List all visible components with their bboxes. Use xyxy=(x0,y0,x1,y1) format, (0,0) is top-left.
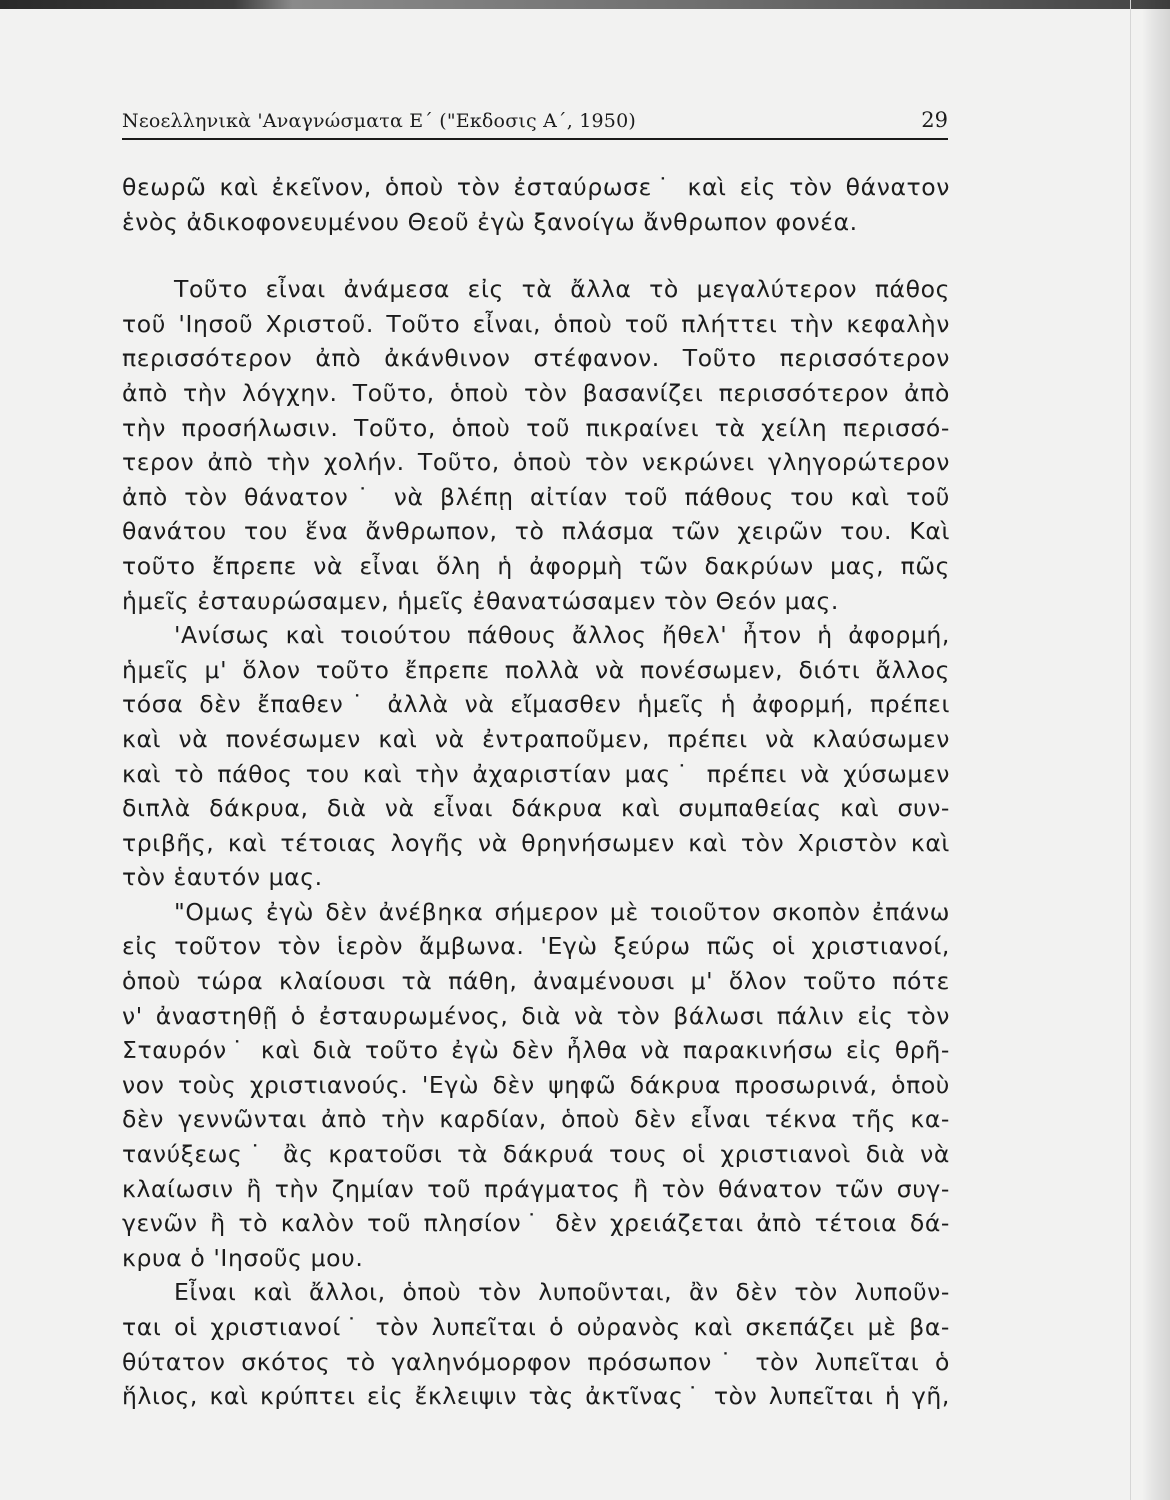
text-line: Εἶναι καὶ ἄλλοι, ὁποὺ τὸν λυποῦνται, ἂν δὲν τὸν λυποῦν- xyxy=(174,1278,950,1307)
text-line: Τοῦτο εἶναι ἀνάμεσα εἰς τὰ ἄλλα τὸ μεγαλύτερον πάθος xyxy=(174,275,950,304)
text-line: τοῦ 'Ιησοῦ Χριστοῦ. Τοῦτο εἶναι, ὁποὺ τοῦ πλήττει τὴν κεφαλὴν xyxy=(122,309,950,338)
text-line: ἑνὸς ἀδικοφονευμένου Θεοῦ ἐγὼ ξανοίγω ἄνθρωπον φονέα. xyxy=(122,207,858,236)
text-line: τόσα δὲν ἔπαθεν˙ ἀλλὰ νὰ εἴμασθεν ἡμεῖς ἡ ἀφορμή, πρέπει xyxy=(122,690,950,719)
paragraph xyxy=(122,272,950,618)
text-line: τοῦτο ἔπρεπε νὰ εἶναι ὅλη ἡ ἀφορμὴ τῶν δακρύων μας, πῶς xyxy=(122,551,950,580)
page-number: 29 xyxy=(921,108,948,132)
body-text xyxy=(122,170,950,1414)
text-line: τὸν ἑαυτόν μας. xyxy=(122,863,323,892)
page-edge-line xyxy=(1130,0,1131,1500)
text-line: ται οἱ χριστιανοί˙ τὸν λυπεῖται ὁ οὐρανὸς καὶ σκεπάζει μὲ βα- xyxy=(122,1313,950,1341)
paragraph xyxy=(122,895,950,1276)
paragraph xyxy=(122,1275,950,1413)
running-header xyxy=(122,108,948,140)
running-header-title: Νεοελληνικὰ 'Αναγνώσματα Ε΄ ("Εκδοσις Α΄, 1950) xyxy=(122,110,636,132)
text-line: περισσότερον ἀπὸ ἀκάνθινον στέφανον. Τοῦτο περισσότερον xyxy=(122,344,950,373)
text-line: ἡμεῖς μ' ὅλον τοῦτο ἔπρεπε πολλὰ νὰ πονέσωμεν, διότι ἄλλος xyxy=(122,655,950,684)
text-line: ν' ἀναστηθῇ ὁ ἐσταυρωμένος, διὰ νὰ τὸν βάλωσι πάλιν εἰς τὸν xyxy=(122,1001,950,1030)
text-line: ἀπὸ τὴν λόγχην. Τοῦτο, ὁποὺ τὸν βασανίζει περισσότερον ἀπὸ xyxy=(122,378,950,407)
text-line: τανύξεως˙ ἂς κρατοῦσι τὰ δάκρυά τους οἱ χριστιανοὶ διὰ νὰ xyxy=(122,1140,950,1169)
text-line: γενῶν ἢ τὸ καλὸν τοῦ πλησίον˙ δὲν χρειάζεται ἀπὸ τέτοια δά- xyxy=(122,1209,950,1238)
text-line: τερον ἀπὸ τὴν χολήν. Τοῦτο, ὁποὺ τὸν νεκρώνει γληγορώτερον xyxy=(122,448,950,477)
text-line: τριβῆς, καὶ τέτοιας λογῆς νὰ θρηνήσωμεν καὶ τὸν Χριστὸν καὶ xyxy=(122,828,950,857)
text-line: διπλὰ δάκρυα, διὰ νὰ εἶναι δάκρυα καὶ συμπαθείας καὶ συν- xyxy=(122,794,950,823)
text-line: καὶ τὸ πάθος του καὶ τὴν ἀχαριστίαν μας˙ πρέπει νὰ χύσωμεν xyxy=(122,759,950,788)
text-line: "Ομως ἐγὼ δὲν ἀνέβηκα σήμερον μὲ τοιοῦτον σκοπὸν ἐπάνω xyxy=(174,897,950,926)
text-line: κρυα ὁ 'Ιησοῦς μου. xyxy=(122,1243,364,1272)
text-line: ἡμεῖς ἐσταυρώσαμεν, ἡμεῖς ἐθανατώσαμεν τὸν Θεόν μας. xyxy=(122,586,839,615)
text-line: θανάτου του ἕνα ἄνθρωπον, τὸ πλάσμα τῶν χειρῶν του. Καὶ xyxy=(122,517,950,546)
scan-top-edge xyxy=(0,0,1170,9)
text-line: ὁποὺ τώρα κλαίουσι τὰ πάθη, ἀναμένουσι μ' ὅλον τοῦτο πότε xyxy=(122,967,950,996)
text-line: Σταυρόν˙ καὶ διὰ τοῦτο ἐγὼ δὲν ἦλθα νὰ παρακινήσω εἰς θρῆ- xyxy=(122,1036,950,1065)
text-line: κλαίωσιν ἢ τὴν ζημίαν τοῦ πράγματος ἢ τὸν θάνατον τῶν συγ- xyxy=(122,1174,950,1203)
text-line: τὴν προσήλωσιν. Τοῦτο, ὁποὺ τοῦ πικραίνει τὰ χείλη περισσό- xyxy=(122,413,950,442)
text-line: 'Ανίσως καὶ τοιούτου πάθους ἄλλος ἤθελ' ἦτον ἡ ἀφορμή, xyxy=(174,621,950,650)
text-line: νον τοὺς χριστιανούς. 'Εγὼ δὲν ψηφῶ δάκρυα προσωρινά, ὁποὺ xyxy=(122,1070,950,1099)
text-line: εἰς τοῦτον τὸν ἱερὸν ἄμβωνα. 'Εγὼ ξεύρω πῶς οἱ χριστιανοί, xyxy=(122,932,950,961)
text-line: θύτατον σκότος τὸ γαληνόμορφον πρόσωπον˙ τὸν λυπεῖται ὁ xyxy=(122,1347,950,1376)
paragraph-gap xyxy=(122,239,950,272)
text-line: καὶ νὰ πονέσωμεν καὶ νὰ ἐντραποῦμεν, πρέπει νὰ κλαύσωμεν xyxy=(122,724,950,753)
text-line: ἥλιος, καὶ κρύπτει εἰς ἔκλειψιν τὰς ἀκτῖνας˙ τὸν λυπεῖται ἡ γῆ, xyxy=(122,1382,950,1411)
paragraph xyxy=(122,618,950,895)
paragraph xyxy=(122,170,950,239)
book-spine-shadow xyxy=(1142,0,1170,1500)
text-line: θεωρῶ καὶ ἐκεῖνον, ὁποὺ τὸν ἐσταύρωσε˙ καὶ εἰς τὸν θάνατον xyxy=(122,173,950,201)
text-line: ἀπὸ τὸν θάνατον˙ νὰ βλέπῃ αἰτίαν τοῦ πάθους του καὶ τοῦ xyxy=(122,482,950,511)
text-line: δὲν γεννῶνται ἀπὸ τὴν καρδίαν, ὁποὺ δὲν εἶναι τέκνα τῆς κα- xyxy=(122,1105,950,1134)
